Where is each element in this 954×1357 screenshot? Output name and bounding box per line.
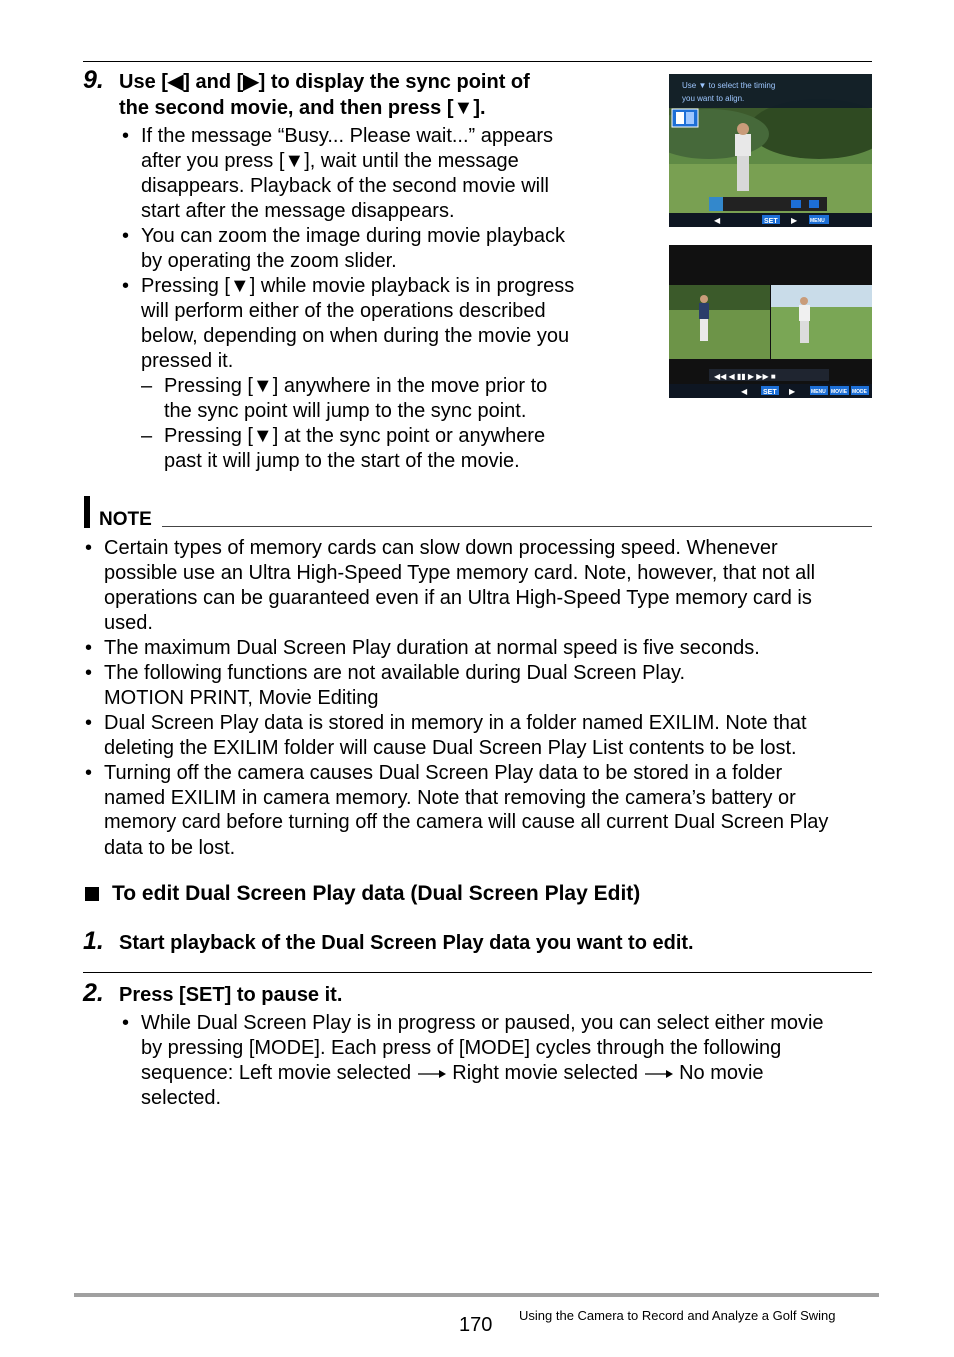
bullet-line: pressed it. [141, 350, 234, 372]
step-1-rule [83, 972, 872, 973]
screen1-set-label: SET [764, 218, 778, 225]
bullet-line-sequence [141, 1061, 764, 1086]
bullet-line: by operating the zoom slider. [141, 250, 397, 272]
note-line: data to be lost. [104, 837, 236, 859]
note-line: deleting the EXILIM folder will cause Dual Screen Play List contents to be lost. [104, 737, 797, 759]
step-1-number: 1. [83, 927, 104, 955]
screen1-message-line2: you want to align. [682, 94, 745, 103]
arrow-right-icon [417, 1068, 447, 1080]
bullet-line: start after the message disappears. [141, 200, 455, 222]
dash-line: the sync point will jump to the sync point. [164, 400, 527, 422]
section-title: To edit Dual Screen Play data (Dual Screen Play Edit) [112, 882, 641, 905]
bullet-dot: • [122, 1012, 130, 1034]
step-2-number: 2. [83, 979, 104, 1007]
bullet-line: While Dual Screen Play is in progress or paused, you can select either movie [141, 1012, 824, 1034]
dash-line: Pressing [▼] anywhere in the move prior to [164, 375, 548, 397]
note-line: MOTION PRINT, Movie Editing [104, 687, 379, 709]
bullet-dot: • [85, 637, 93, 659]
dash-mark: – [141, 425, 153, 447]
bullet-dot: • [85, 712, 93, 734]
note-line: Dual Screen Play data is stored in memory in a folder named EXILIM. Note that [104, 712, 807, 734]
note-label: NOTE [99, 509, 152, 530]
bullet-line: Pressing [▼] while movie playback is in progress [141, 275, 575, 297]
svg-text:◀: ◀ [714, 216, 721, 225]
screen2-movie-label: MOVIE [831, 389, 848, 395]
bullet-dot: • [122, 125, 130, 147]
note-rule [162, 526, 872, 527]
note-line: The following functions are not available during Dual Screen Play. [104, 662, 686, 684]
note-line: memory card before turning off the camera will cause all current Dual Screen Play [104, 811, 829, 833]
bullet-line: by pressing [MODE]. Each press of [MODE] cycles through the following [141, 1037, 782, 1059]
dash-line: past it will jump to the start of the movie. [164, 450, 520, 472]
step-9-number: 9. [83, 66, 104, 94]
note-line: possible use an Ultra High-Speed Type memory card. Note, however, that not all [104, 562, 816, 584]
note-line: named EXILIM in camera memory. Note that removing the camera’s battery or [104, 787, 796, 809]
bullet-line: will perform either of the operations described [141, 300, 546, 322]
top-rule [83, 61, 872, 62]
step-9-title-line2: the second movie, and then press [▼]. [119, 97, 486, 119]
screen2-mode-label: MODE [852, 389, 867, 395]
sequence-left: sequence: Left movie selected [141, 1062, 412, 1084]
bullet-line: after you press [▼], wait until the message [141, 150, 519, 172]
camera-screen-dual-play [669, 245, 872, 398]
bullet-dot: • [85, 762, 93, 784]
bullet-line: disappears. Playback of the second movie will [141, 175, 549, 197]
note-line: used. [104, 612, 153, 634]
bullet-dot: • [122, 225, 130, 247]
note-line: Certain types of memory cards can slow down processing speed. Whenever [104, 537, 778, 559]
note-line: Turning off the camera causes Dual Screen Play data to be stored in a folder [104, 762, 783, 784]
screen1-message-line1: Use ▼ to select the timing [682, 81, 776, 90]
step-2-title: Press [SET] to pause it. [119, 984, 343, 1006]
camera-screen-sync-select [669, 74, 872, 227]
section-square-icon [85, 887, 99, 901]
svg-text:▶: ▶ [789, 387, 796, 396]
bullet-dot: • [122, 275, 130, 297]
bullet-dot: • [85, 662, 93, 684]
page-number: 170 [459, 1314, 493, 1336]
svg-text:▶: ▶ [791, 216, 798, 225]
svg-text:◀◀ ◀ ▮▮ ▶ ▶▶ ■: ◀◀ ◀ ▮▮ ▶ ▶▶ ■ [714, 372, 776, 381]
footer-rule [74, 1293, 879, 1297]
footer-chapter-title: Using the Camera to Record and Analyze a Golf Swing [519, 1308, 836, 1323]
dash-mark: – [141, 375, 153, 397]
step-9-title-line1: Use [◀] and [▶] to display the sync point of [119, 71, 530, 93]
bullet-line: If the message “Busy... Please wait...” appears [141, 125, 554, 147]
golf-scene-image [669, 74, 872, 227]
bullet-line: selected. [141, 1087, 222, 1109]
note-line: The maximum Dual Screen Play duration at normal speed is five seconds. [104, 637, 760, 659]
screen2-menu-label: MENU [811, 389, 826, 395]
step-1-title: Start playback of the Dual Screen Play data you want to edit. [119, 932, 694, 954]
bullet-line: You can zoom the image during movie playback [141, 225, 565, 247]
note-bar-icon [84, 496, 90, 528]
arrow-right-icon [644, 1068, 674, 1080]
sequence-none: No movie [679, 1062, 764, 1084]
bullet-dot: • [85, 537, 93, 559]
screen2-set-label: SET [763, 389, 777, 396]
screen1-menu-label: MENU [810, 218, 825, 224]
dash-line: Pressing [▼] at the sync point or anywhere [164, 425, 546, 447]
sequence-right: Right movie selected [452, 1062, 638, 1084]
bullet-line: below, depending on when during the movie you [141, 325, 570, 347]
svg-text:◀: ◀ [741, 387, 748, 396]
note-line: operations can be guaranteed even if an Ultra High-Speed Type memory card is [104, 587, 812, 609]
dual-golf-scene-image [669, 245, 872, 398]
